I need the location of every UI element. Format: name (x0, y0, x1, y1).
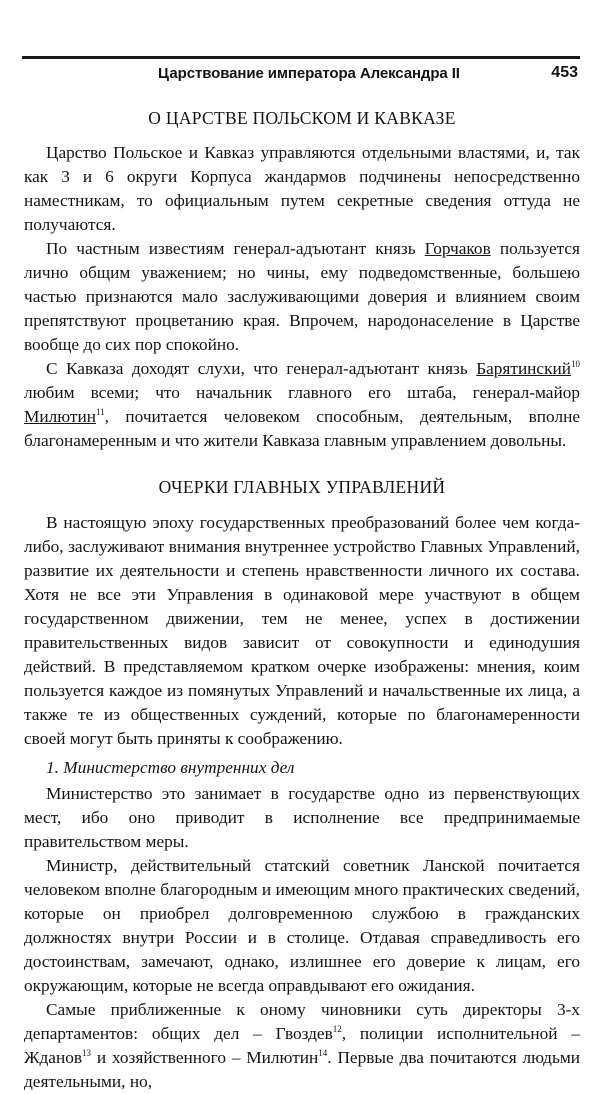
footnote-ref: 12 (332, 1024, 342, 1034)
text-run: С Кавказа доходят слухи, что генерал-адъютант князь (46, 359, 477, 378)
text-run: и хозяйственного – Милютин (91, 1048, 319, 1067)
text-run: любим всеми; что начальник главного его штаба, генерал-майор (24, 383, 580, 402)
text-run: , полиции исполнительной – Жданов (24, 1024, 581, 1067)
footnote-ref: 10 (571, 359, 580, 369)
header-rule (22, 56, 580, 59)
text-run: . Первые два почитаются людьми деятельными, но, (24, 1048, 581, 1091)
text-run: , почитается человеком способным, деятельным, вполне благонамеренным и что жители Кавказа главным управлением довольны. (24, 407, 580, 450)
paragraph (24, 237, 580, 357)
footnote-ref: 13 (82, 1048, 91, 1058)
paragraph (24, 998, 580, 1094)
footnote-ref: 11 (95, 407, 105, 417)
subsection-title: 1. Министерство внутренних дел (46, 758, 295, 777)
underlined-name-baryatinsky: Барятинский (476, 359, 571, 378)
running-head (22, 56, 580, 86)
underlined-name-gorchakov: Горчаков (424, 239, 491, 258)
text-run: По частным известиям генерал-адъютант князь (46, 239, 425, 258)
page-body (24, 96, 580, 1094)
running-head-title: Царствование императора Александра II (158, 65, 460, 82)
paragraph (24, 357, 580, 453)
paragraph: Министерство это занимает в государстве одно из первенствующих мест, ибо оно приводит в исполнение все предпринимаемые правительством меры. (24, 784, 580, 851)
section-heading-poland-caucasus: О ЦАРСТВЕ ПОЛЬСКОМ И КАВКАЗЕ (148, 108, 456, 128)
page-number: 453 (551, 64, 578, 81)
text-run: Самые приближенные к оному чиновники суть директоры 3-х департаментов: общих дел – Гвоздев (24, 1000, 580, 1043)
section-heading-main-departments: ОЧЕРКИ ГЛАВНЫХ УПРАВЛЕНИЙ (158, 477, 446, 497)
paragraph: Министр, действительный статский советник Ланской почитается человеком вполне благородным и имеющим много практических сведений, которые он приобрел долговременною службою в гражданских должностях внутри России и в столице. Отдавая справедливость его достоинствам, замечают, однако, излишнее его доверие к лицам, его окружающим, которые не всегда оправдывают его ожидания. (24, 856, 580, 995)
paragraph: Царство Польское и Кавказ управляются отдельными властями, и, так как 3 и 6 округи Корпуса жандармов подчинены непосредственно наместникам, то официальным путем секретные сведения оттуда не получаются. (24, 143, 580, 234)
underlined-name-milyutin: Милютин (24, 407, 96, 426)
footnote-ref: 14 (318, 1048, 328, 1058)
paragraph: В настоящую эпоху государственных преобразований более чем когда-либо, заслуживают внимания внутреннее устройство Главных Управлений, развитие их деятельности и степень нравственности личного их состава. Хотя не все эти Управления в одинаковой мере участвуют в общем государственном движении, тем не менее, успех в достижении правительственных видов зависит от совокупности и единодушия действий. В представляемом кратком очерке изображены: мнения, коим пользуется каждое из помянутых Управлений и начальственные их лица, а также те из общественных суждений, которые по благонамеренности своей могут быть приняты к соображению. (24, 513, 580, 748)
text-run: пользуется лично общим уважением; но чины, ему подведомственные, большею частью признаются мало заслуживающими доверия и влиянием своим препятствуют процветанию края. Впрочем, народонаселение в Царстве вообще до сих пор спокойно. (24, 239, 580, 354)
